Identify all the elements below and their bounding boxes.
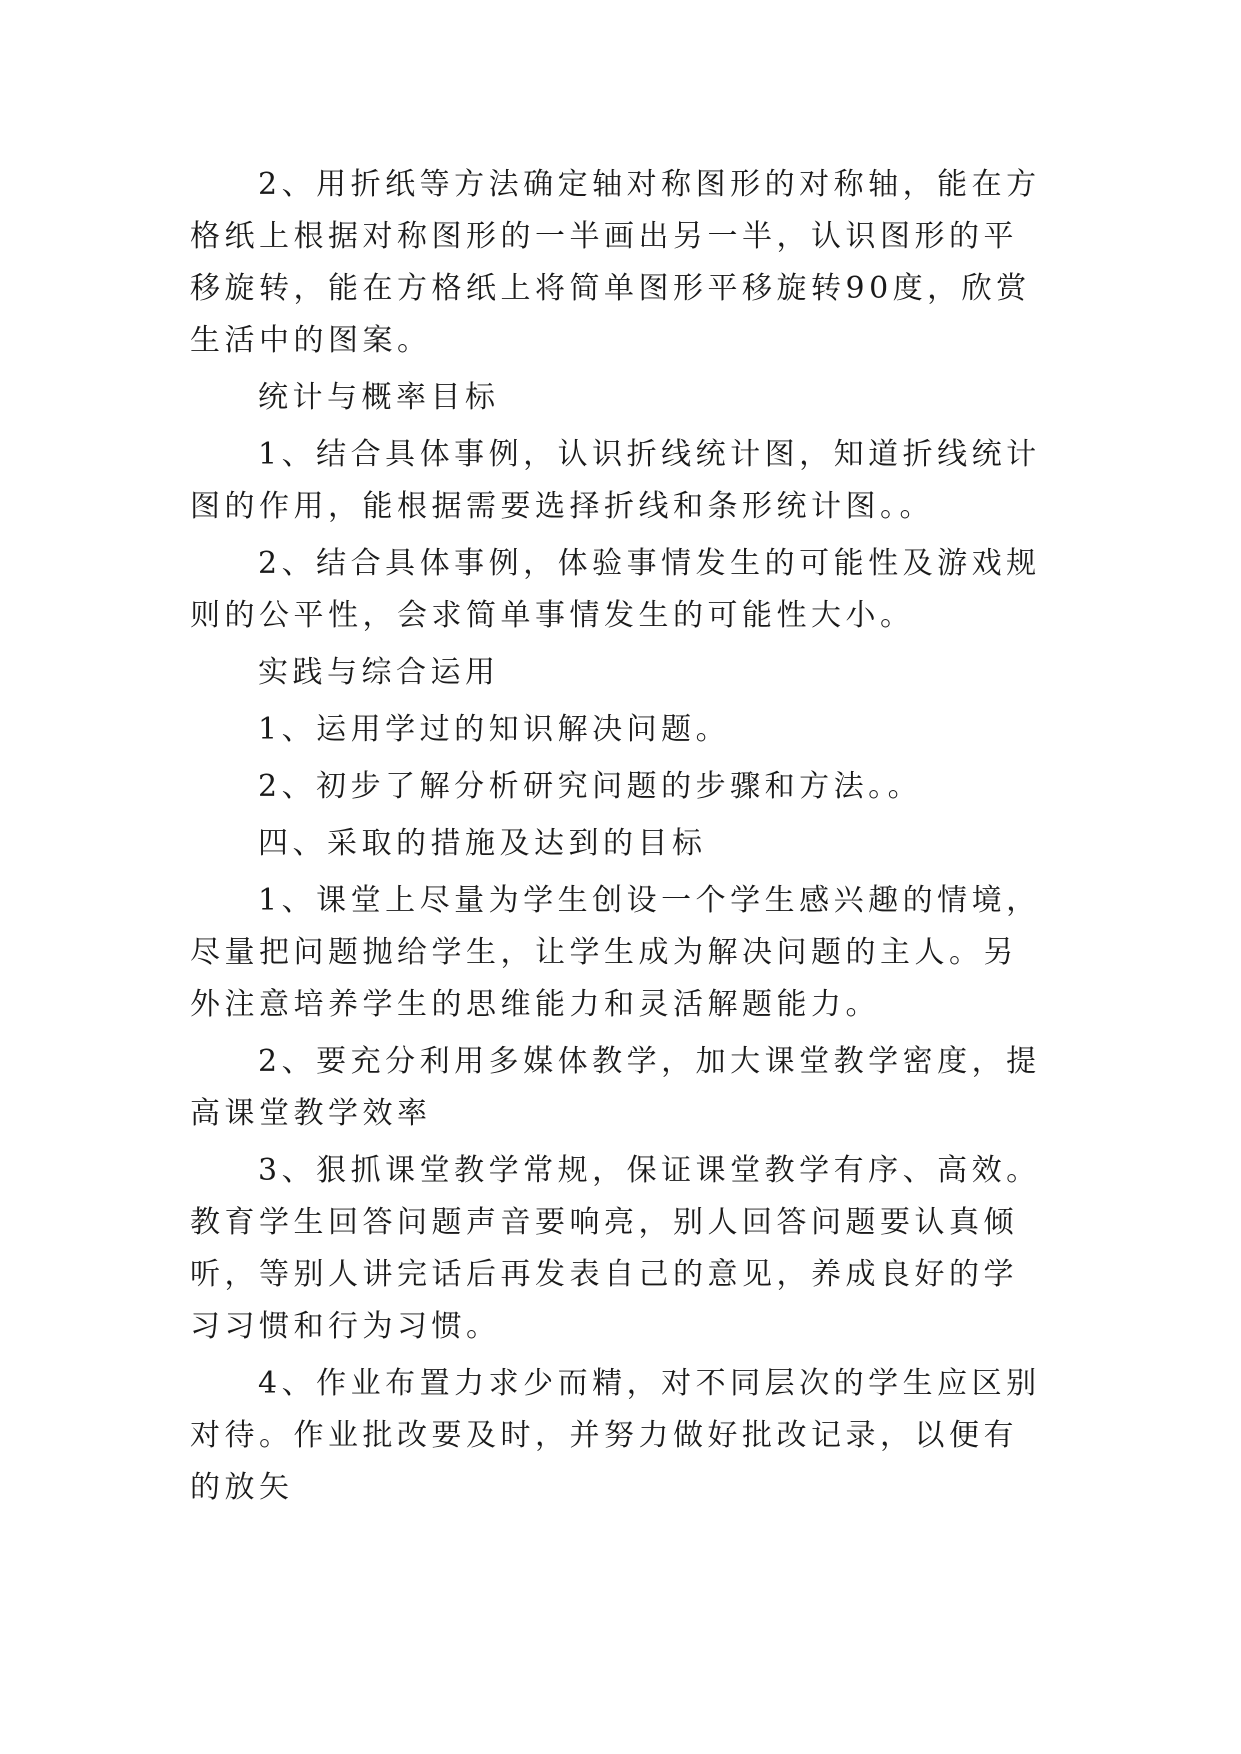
paragraph-classroom-routine: 3、狠抓课堂教学常规，保证课堂教学有序、高效。教育学生回答问题声音要响亮，别人回答问题要认真倾听，等别人讲完话后再发表自己的意见，养成良好的学习习惯和行为习惯。 — [190, 1153, 1041, 1344]
paragraph-apply-knowledge: 1、运用学过的知识解决问题。 — [258, 712, 731, 747]
paragraph-symmetry: 2、用折纸等方法确定轴对称图形的对称轴，能在方格纸上根据对称图形的一半画出另一半，认识图形的平移旋转，能在方格纸上将简单图形平移旋转90度，欣赏生活中的图案。 — [190, 167, 1041, 358]
paragraph-classroom-situation: 1、课堂上尽量为学生创设一个学生感兴趣的情境，尽量把问题抛给学生，让学生成为解决问题的主人。另外注意培养学生的思维能力和灵活解题能力。 — [190, 883, 1041, 1022]
heading-practice: 实践与综合运用 — [258, 655, 500, 690]
heading-statistics-probability: 统计与概率目标 — [258, 380, 500, 415]
heading-measures: 四、采取的措施及达到的目标 — [258, 826, 707, 861]
paragraph-line-chart: 1、结合具体事例，认识折线统计图，知道折线统计图的作用，能根据需要选择折线和条形统计图。。 — [190, 437, 1041, 524]
paragraph-research-steps: 2、初步了解分析研究问题的步骤和方法。。 — [258, 769, 923, 804]
paragraph-probability: 2、结合具体事例，体验事情发生的可能性及游戏规则的公平性，会求简单事情发生的可能性大小。 — [190, 546, 1041, 633]
paragraph-homework: 4、作业布置力求少而精，对不同层次的学生应区别对待。作业批改要及时，并努力做好批改记录，以便有的放矢 — [190, 1366, 1041, 1505]
paragraph-multimedia: 2、要充分利用多媒体教学，加大课堂教学密度，提高课堂教学效率 — [190, 1044, 1041, 1131]
document-body — [190, 159, 1050, 1519]
